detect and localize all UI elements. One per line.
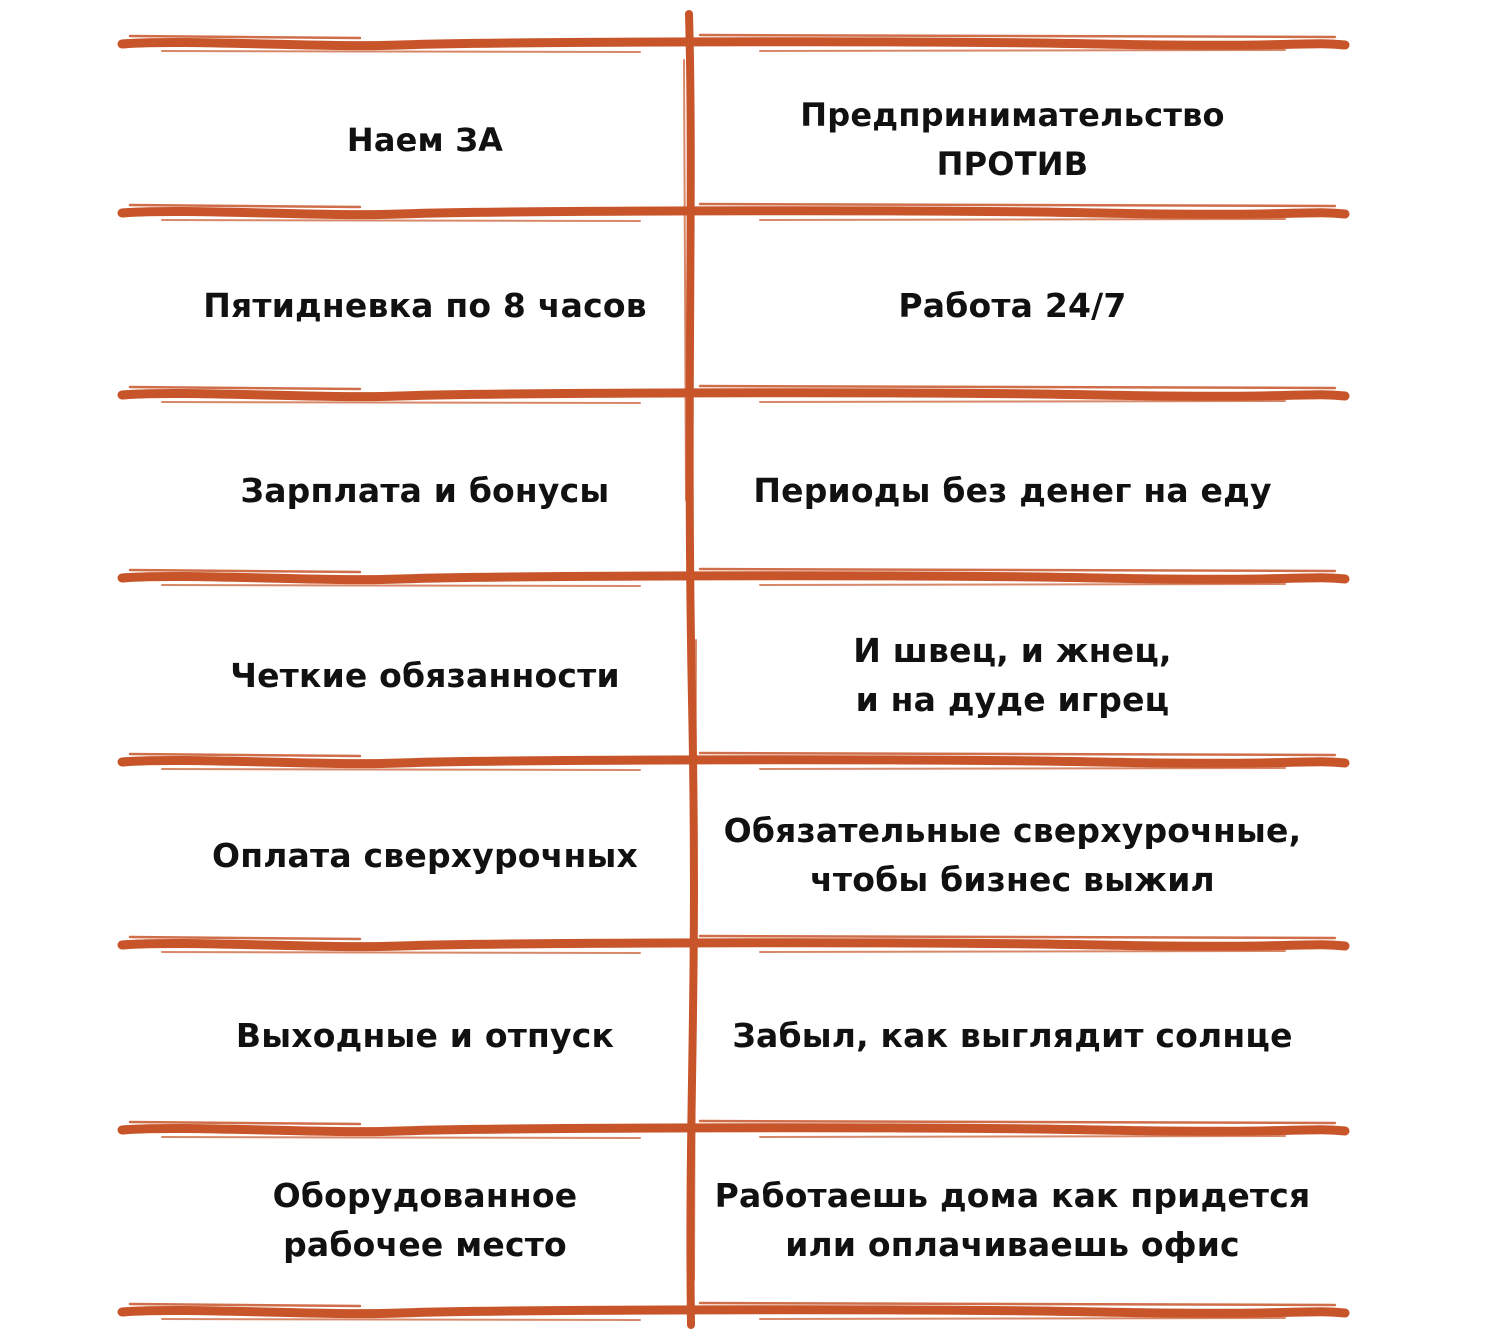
row-divider-8	[122, 1310, 1345, 1314]
row-6-pro-text-1: Оборудованное	[272, 1176, 578, 1215]
row-2-con-text: Периоды без денег на еду	[753, 470, 1272, 510]
row-6-pro-text-2: рабочее место	[283, 1225, 567, 1264]
row-divider-1	[122, 42, 1345, 46]
row-3-con	[700, 585, 1325, 765]
row-1-pro	[130, 215, 720, 395]
row-4-pro-text: Оплата сверхурочных	[211, 835, 639, 875]
row-1-pro-text: Пятидневка по 8 часов	[203, 285, 647, 325]
row-6-con	[700, 1130, 1325, 1310]
row-divider-1-texture-bottom	[162, 50, 1285, 52]
row-4-pro	[130, 765, 720, 945]
row-3-pro-text: Четкие обязанности	[230, 655, 620, 695]
row-3-con-text-2: и на дуде игрец	[855, 680, 1170, 719]
row-6-con-text-2: или оплачиваешь офис	[785, 1225, 1240, 1264]
header-right-label-2: ПРОТИВ	[936, 145, 1089, 183]
row-5-pro-text: Выходные и отпуск	[235, 1015, 615, 1055]
row-5-pro	[130, 945, 720, 1125]
row-5-con	[700, 945, 1325, 1125]
row-1-con	[700, 215, 1325, 395]
row-6-pro	[130, 1130, 720, 1310]
row-divider-8-texture-bottom	[162, 1318, 1285, 1320]
row-2-con	[700, 400, 1325, 580]
row-3-con-text-1: И швец, и жнец,	[853, 631, 1172, 670]
row-5-con-text: Забыл, как выглядит солнце	[732, 1015, 1293, 1055]
header-left-label: Наем ЗА	[346, 120, 504, 159]
row-4-con-text-2: чтобы бизнес выжил	[810, 860, 1215, 899]
row-4-con-text-1: Обязательные сверхурочные,	[723, 811, 1302, 850]
row-6-con-text-1: Работаешь дома как придется	[714, 1176, 1311, 1215]
row-2-pro	[130, 400, 720, 580]
header-right-label-1: Предпринимательство	[800, 96, 1225, 134]
row-1-con-text: Работа 24/7	[898, 285, 1127, 325]
row-3-pro	[130, 585, 720, 765]
header-left	[130, 55, 720, 225]
header-right	[700, 55, 1325, 225]
row-2-pro-text: Зарплата и бонусы	[240, 470, 610, 510]
row-4-con	[700, 765, 1325, 945]
